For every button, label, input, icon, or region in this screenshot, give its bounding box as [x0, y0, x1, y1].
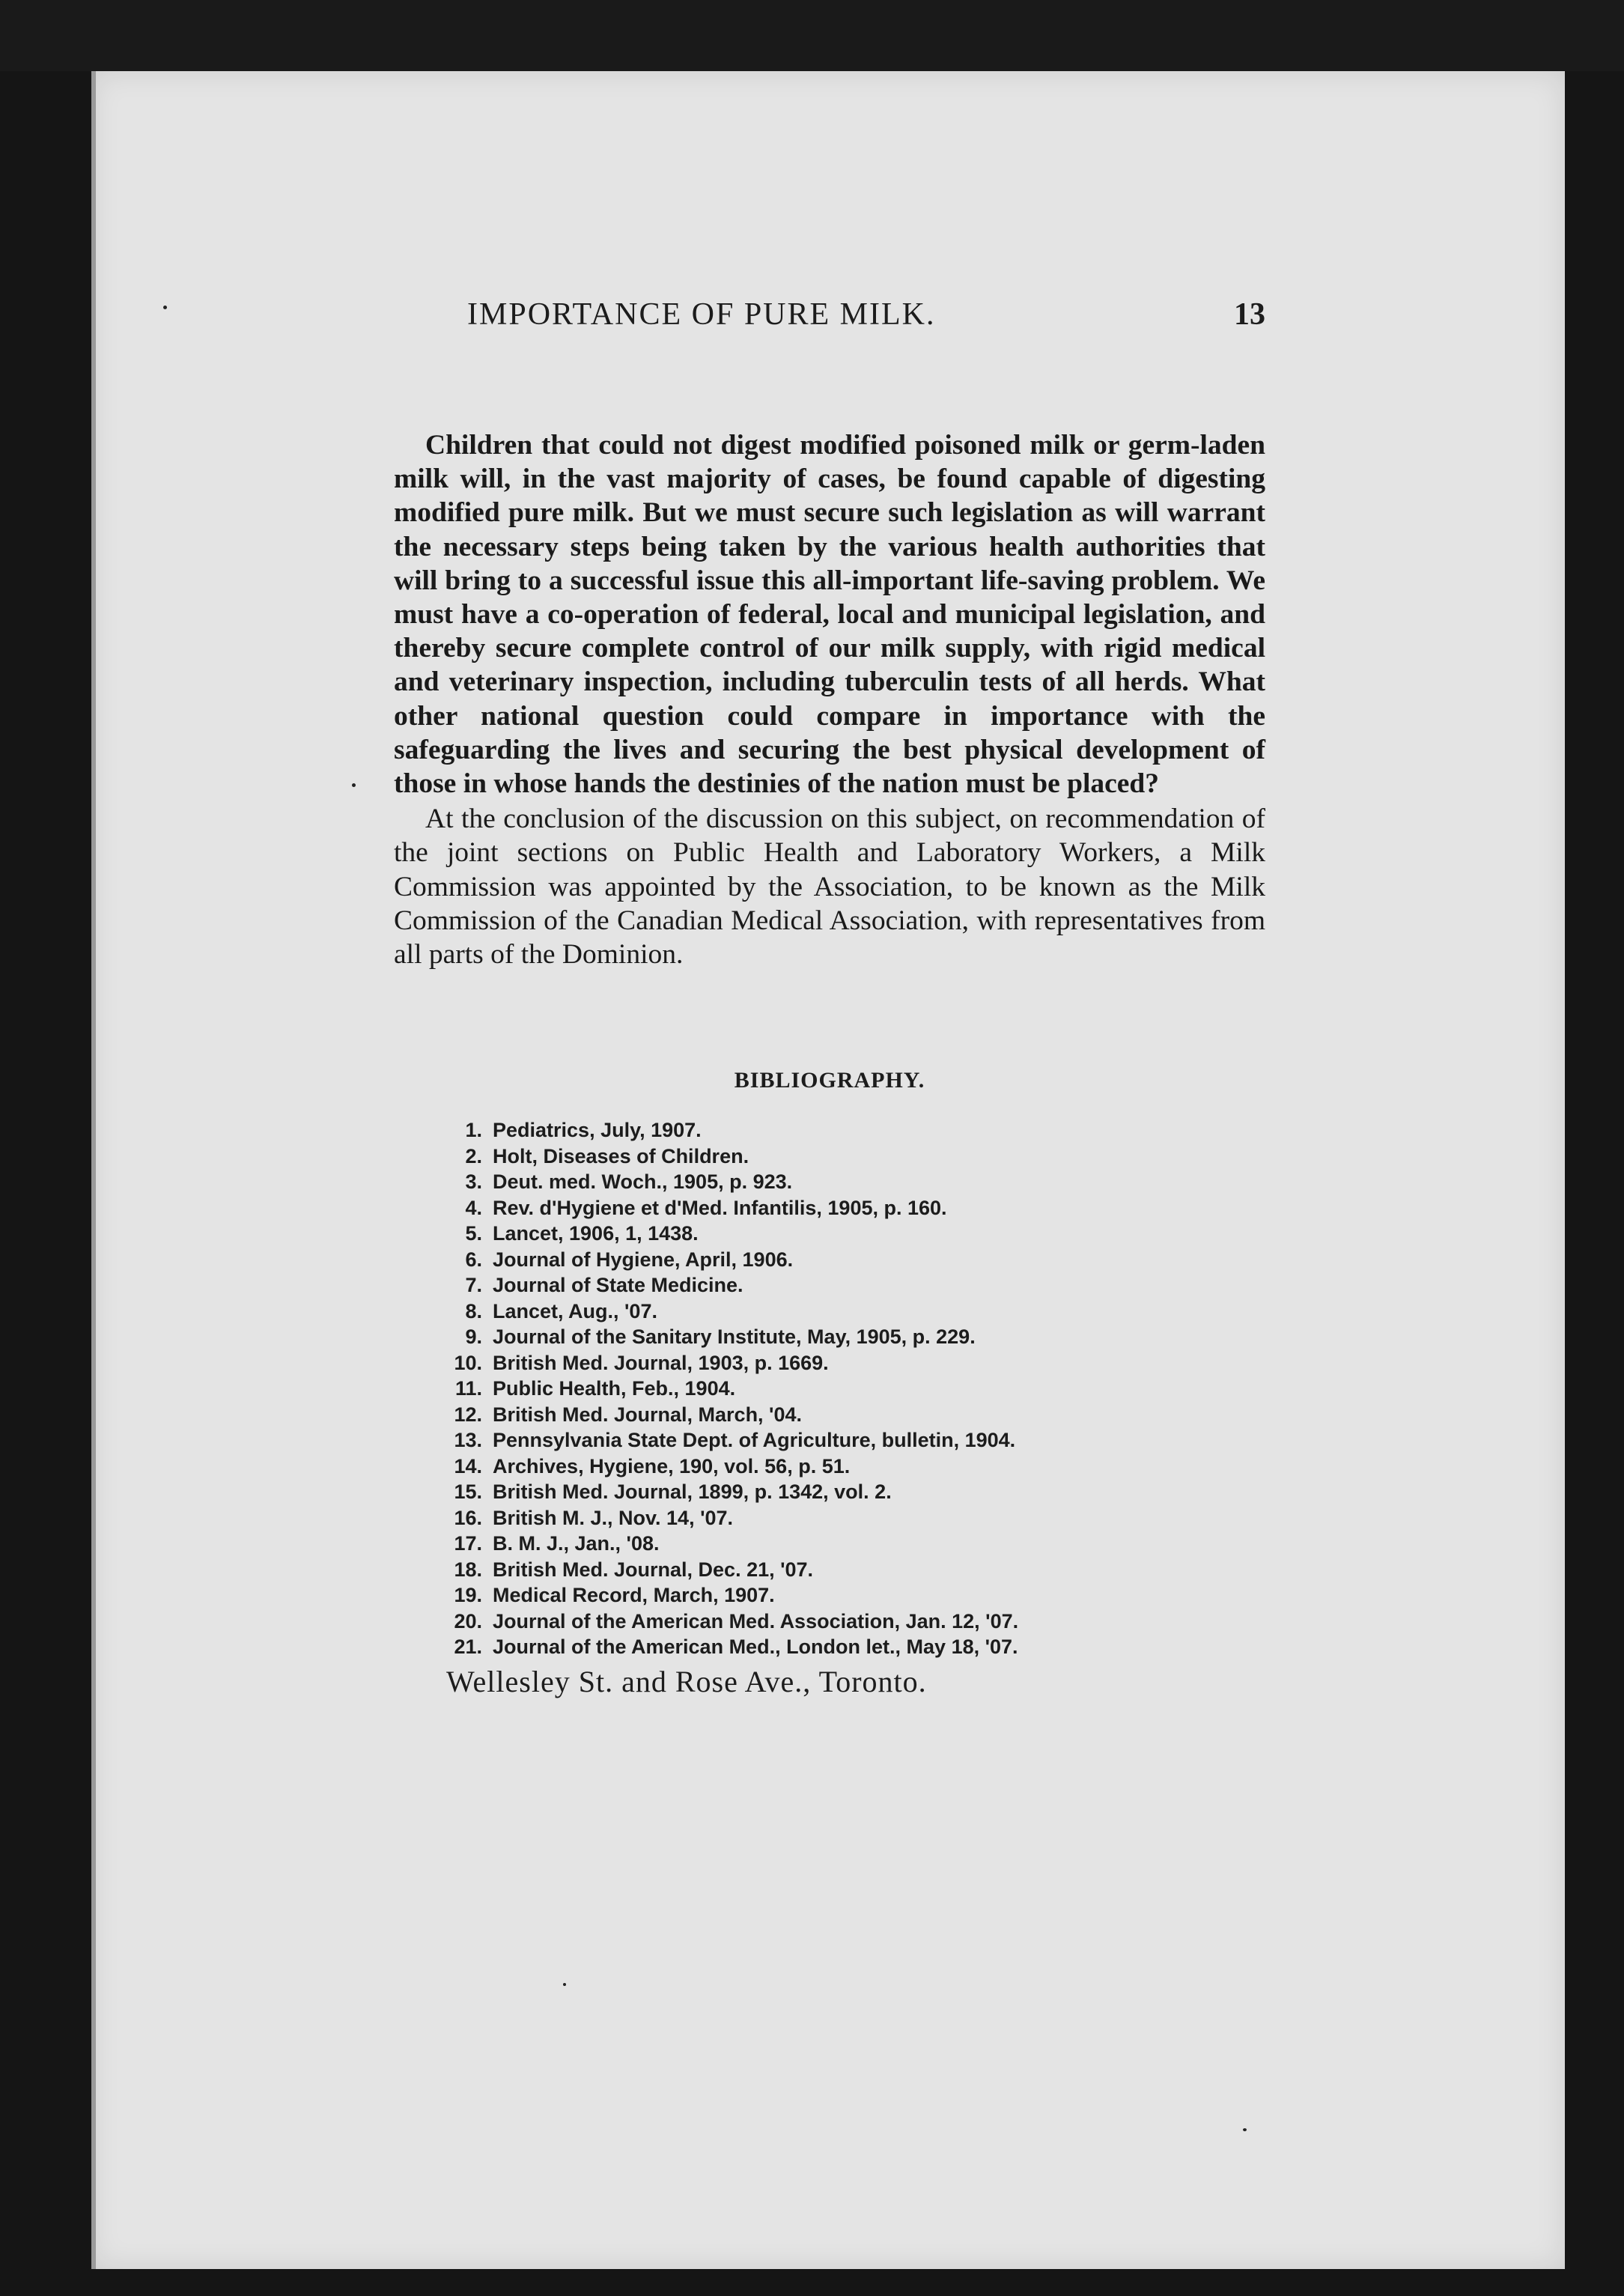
bibliography-item-text: Lancet, Aug., '07. — [493, 1299, 657, 1322]
bibliography-item-number: 4. — [465, 1196, 482, 1219]
bibliography-item-number: 5. — [465, 1222, 482, 1245]
bibliography-item — [442, 1324, 1265, 1350]
bibliography-item-text: Deut. med. Woch., 1905, p. 923. — [493, 1170, 793, 1193]
bibliography-item-number: 2. — [465, 1144, 482, 1167]
bibliography-item-number: 20. — [454, 1609, 482, 1633]
bibliography-item-number: 17. — [454, 1532, 482, 1555]
bibliography-item-text: Journal of the American Med. Association, Jan. 12, '07. — [493, 1609, 1019, 1633]
bibliography-item — [442, 1221, 1265, 1247]
bibliography-item-number: 6. — [465, 1248, 482, 1271]
bibliography-item — [442, 1169, 1265, 1195]
bibliography-item-number: 13. — [454, 1429, 482, 1451]
body-text — [394, 428, 1265, 971]
bibliography-item-number: 19. — [454, 1584, 482, 1606]
bibliography-item-text: British Med. Journal, March, '04. — [493, 1403, 803, 1426]
bibliography-item — [442, 1634, 1265, 1660]
bibliography-item-number: 16. — [454, 1506, 482, 1529]
scan-border — [0, 0, 1624, 71]
bibliography-item-number: 11. — [454, 1377, 482, 1400]
bibliography-item — [442, 1195, 1265, 1221]
bibliography-item — [442, 1505, 1265, 1531]
bibliography-item — [442, 1376, 1265, 1402]
bibliography-item — [442, 1402, 1265, 1428]
bibliography-item-text: Pennsylvania State Dept. of Agriculture, bulletin, 1904. — [493, 1429, 1016, 1451]
bibliography-item-text: Archives, Hygiene, 190, vol. 56, p. 51. — [493, 1454, 851, 1477]
bibliography-item — [442, 1479, 1265, 1505]
bibliography-item — [442, 1582, 1265, 1609]
bibliography-list — [442, 1117, 1265, 1660]
bibliography-item — [442, 1299, 1265, 1325]
bibliography-item — [442, 1350, 1265, 1376]
bibliography-item-text: British Med. Journal, 1903, p. 1669. — [493, 1351, 829, 1374]
bibliography-item-text: Lancet, 1906, 1, 1438. — [493, 1222, 699, 1245]
bibliography-heading: BIBLIOGRAPHY. — [734, 1068, 925, 1093]
bibliography-item-number: 21. — [454, 1636, 482, 1658]
bibliography-item-number: 18. — [454, 1558, 482, 1581]
bibliography-item-number: 14. — [454, 1454, 482, 1477]
bibliography-item-number: 15. — [454, 1480, 482, 1503]
bibliography-item — [442, 1272, 1265, 1299]
bibliography-item-text: Journal of Hygiene, April, 1906. — [493, 1248, 794, 1271]
bibliography-item-number: 8. — [465, 1299, 482, 1322]
page-edge — [91, 71, 96, 2269]
bibliography-item — [442, 1117, 1265, 1144]
scan-speck — [163, 306, 167, 309]
bibliography-item-number: 7. — [465, 1274, 482, 1296]
scan-speck — [563, 1983, 566, 1986]
bibliography-item — [442, 1427, 1265, 1454]
bibliography-item-text: British M. J., Nov. 14, '07. — [493, 1506, 734, 1529]
bibliography-item-number: 12. — [454, 1403, 482, 1426]
page-header — [467, 297, 1265, 341]
paragraph-milk-commission: At the conclusion of the discussion on this subject, on recommendation of the joint sections on Public Health and Laboratory Workers, a Milk Commission was appointed by the Association, to be known as the Milk Commission of the Canadian Medical Association, with representatives from all parts of the Dominion. — [394, 804, 1265, 971]
bibliography-item-text: Holt, Diseases of Children. — [493, 1144, 749, 1167]
scan-speck — [352, 783, 356, 787]
bibliography-item-text: British Med. Journal, 1899, p. 1342, vol. 2. — [493, 1480, 892, 1503]
bibliography-item-number: 10. — [454, 1351, 482, 1374]
bibliography-item — [442, 1247, 1265, 1273]
bibliography-item — [442, 1531, 1265, 1557]
bibliography-item — [442, 1609, 1265, 1635]
page-number: 13 — [1234, 297, 1265, 332]
bibliography-item-text: Public Health, Feb., 1904. — [493, 1377, 736, 1400]
running-title: IMPORTANCE OF PURE MILK. — [467, 297, 936, 332]
bibliography-item-text: Rev. d'Hygiene et d'Med. Infantilis, 1905, p. 160. — [493, 1196, 947, 1219]
bibliography-item-text: Journal of the American Med., London let., May 18, '07. — [493, 1636, 1018, 1658]
address-line: Wellesley St. and Rose Ave., Toronto. — [446, 1665, 927, 1698]
paragraph-milk-legislation: Children that could not digest modified poisoned milk or germ-laden milk will, in the vast majority of cases, be found capable of digesting modified pure milk. But we must secure such legislation as will warrant the necessary steps being taken by the various health authorities that will bring to a successful issue this all-important life-saving problem. We must have a co-operation of federal, local and municipal legislation, and thereby secure complete control of our milk supply, with rigid medical and veterinary inspection, including tuberculin tests of all herds. What other national question could compare in importance with the safeguarding the lives and securing the best physical development of those in whose hands the destinies of the nation must be placed? — [394, 430, 1265, 800]
bibliography-item-number: 3. — [465, 1170, 482, 1193]
scan-speck — [1243, 2128, 1247, 2131]
bibliography-item — [442, 1557, 1265, 1583]
bibliography-item-text: Medical Record, March, 1907. — [493, 1584, 775, 1606]
bibliography-item-text: Pediatrics, July, 1907. — [493, 1119, 702, 1141]
bibliography-item-text: Journal of State Medicine. — [493, 1274, 743, 1296]
bibliography-item-text: B. M. J., Jan., '08. — [493, 1532, 660, 1555]
bibliography-item-number: 9. — [465, 1325, 482, 1348]
bibliography-item — [442, 1144, 1265, 1170]
bibliography-item-text: Journal of the Sanitary Institute, May, 1905, p. 229. — [493, 1325, 976, 1348]
bibliography-item-text: British Med. Journal, Dec. 21, '07. — [493, 1558, 814, 1581]
bibliography-item-number: 1. — [465, 1119, 482, 1141]
bibliography-item — [442, 1454, 1265, 1480]
